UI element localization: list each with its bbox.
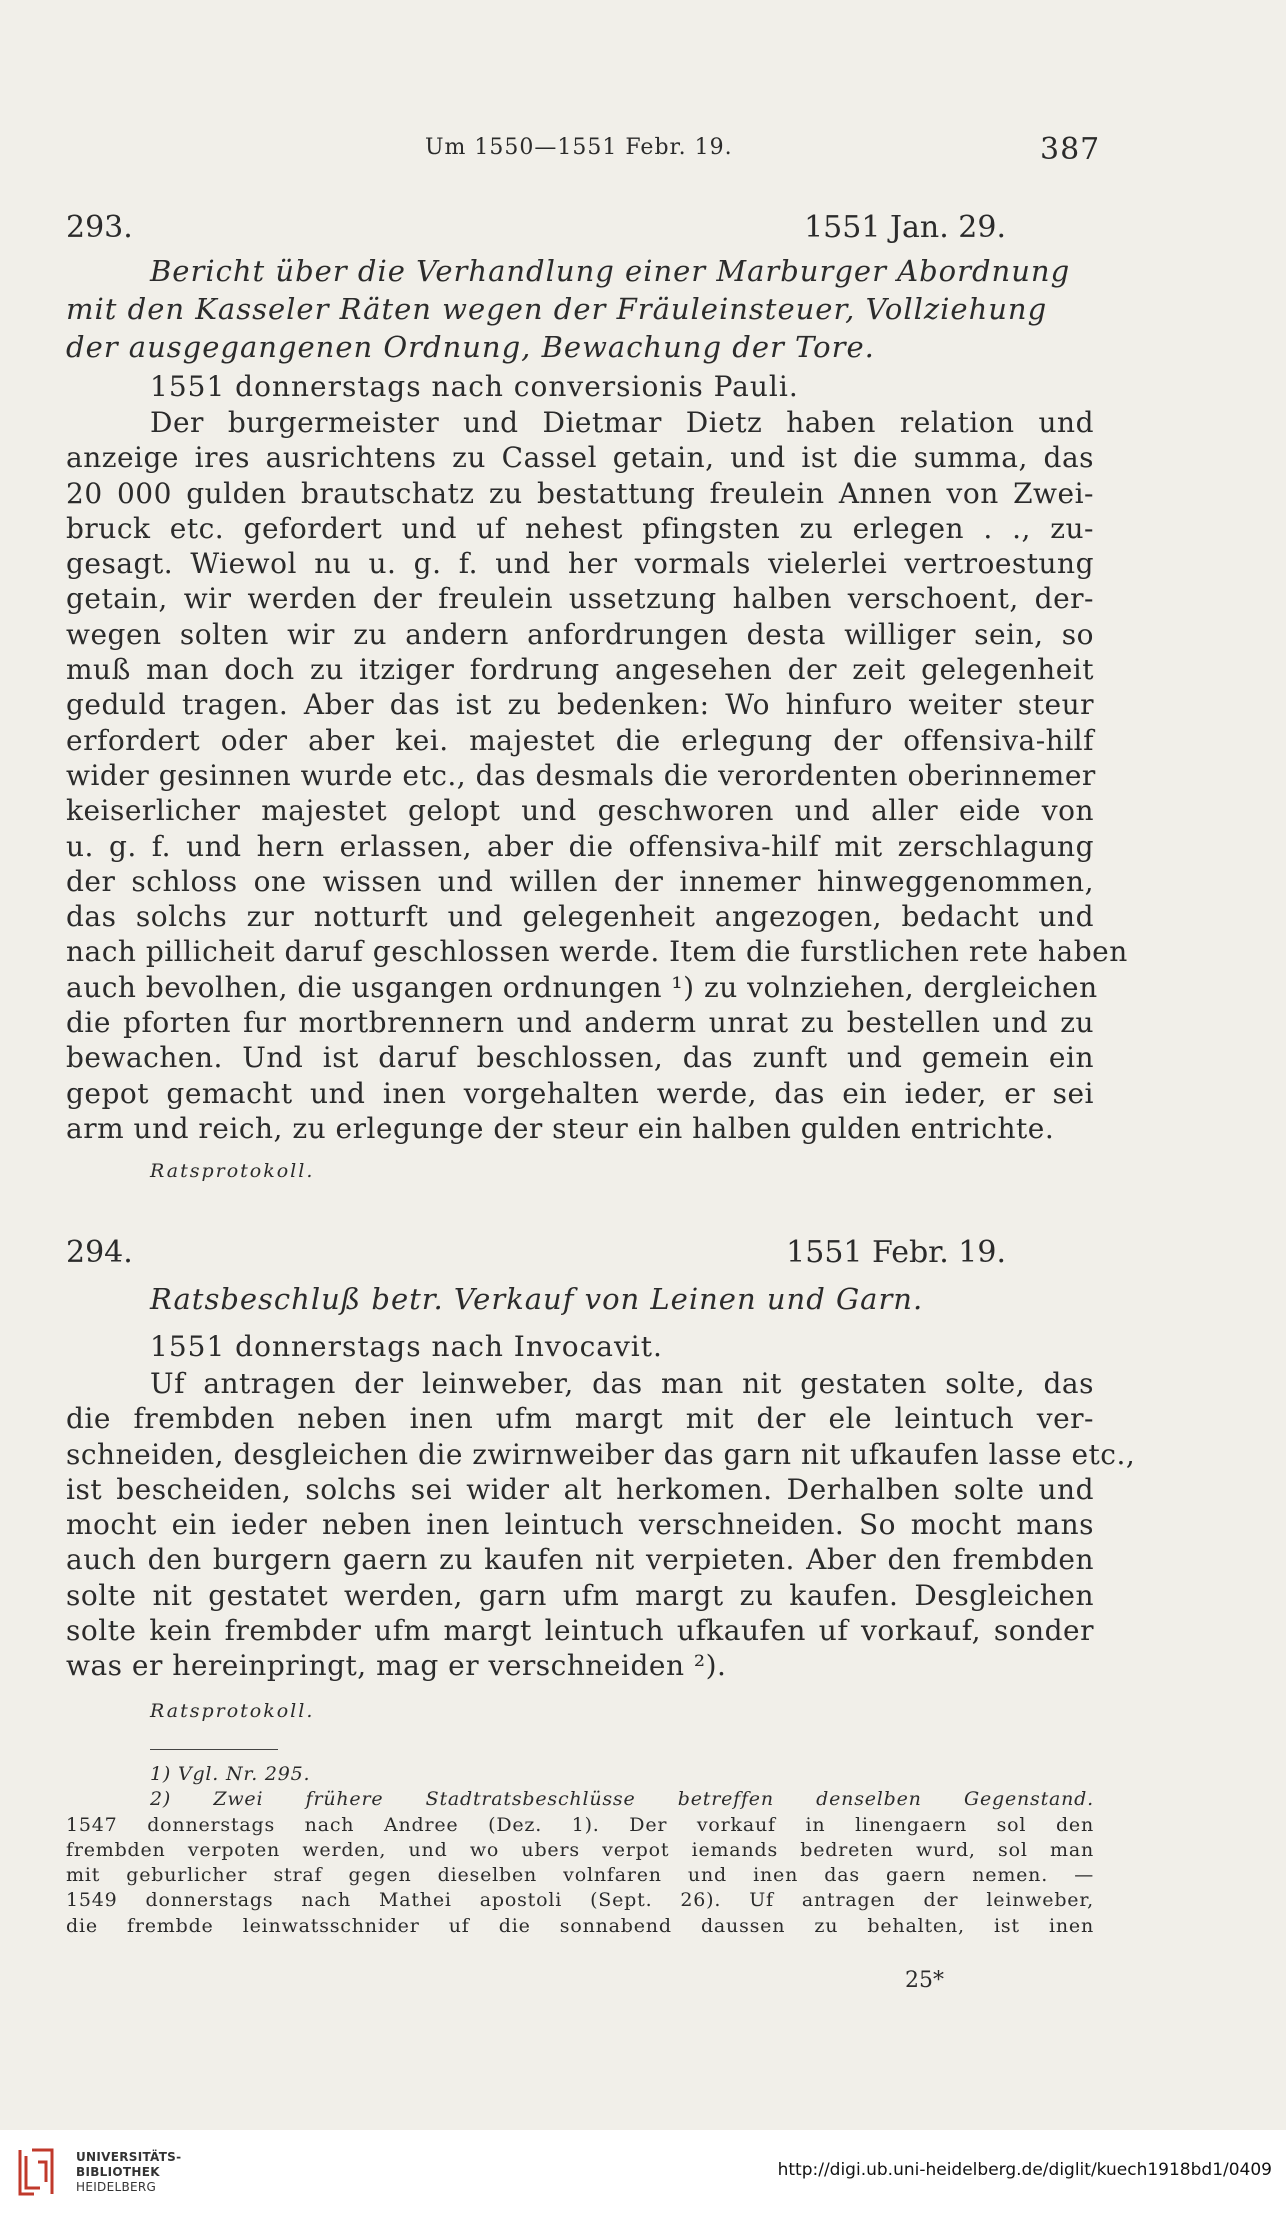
footnote-line: mit geburlicher straf gegen dieselben volnfaren und inen das gaern nemen. — [66,1864,1094,1887]
footnote-line: die frembde leinwatsschnider uf die sonnabend daussen zu behalten, ist inen [66,1914,1094,1937]
body-line: solte kein frembder ufm margt leintuch ufkaufen uf vorkauf, sonder [66,1614,1094,1648]
body-line: nach pillicheit daruf geschlossen werde. Item die furstlichen rete haben [66,935,1128,969]
heading-line: Bericht über die Verhandlung einer Marburger Abordnung [150,254,1071,288]
body-line: anzeige ires ausrichtens zu Cassel getain, und ist die summa, das [66,441,1094,475]
body-line: solte nit gestatet werden, garn ufm margt zu kaufen. Desgleichen [66,1578,1094,1612]
entry-dateline: 1551 donnerstags nach conversionis Pauli. [150,370,799,403]
body-line: muß man doch zu itziger fordrung angesehen der zeit gelegenheit [66,653,1094,687]
body-line: schneiden, desgleichen die zwirnweiber das garn nit ufkaufen lasse etc., [66,1437,1136,1471]
body-line: der schloss one wissen und willen der innemer hinweggenommen, [66,864,1094,898]
body-line: getain, wir werden der freulein ussetzung halben verschoent, der- [66,582,1094,616]
body-line: auch bevolhen, die usgangen ordnungen ¹) zu volnziehen, dergleichen [66,970,1098,1004]
body-line: 20 000 gulden brautschatz zu bestattung freulein Annen von Zwei- [66,476,1094,510]
entry-body [66,1366,1136,1684]
footnote-line: 2) Zwei frühere Stadtratsbeschlüsse betreffen denselben Gegenstand. [150,1788,1094,1811]
footnote-line: 1549 donnerstags nach Mathei apostoli (Sept. 26). Uf antragen der leinweber, [66,1889,1094,1912]
body-line: gepot gemacht und inen vorgehalten werde, das ein ieder, er sei [66,1076,1094,1110]
body-line: keiserlicher majestet gelopt und geschworen und aller eide von [66,794,1094,828]
body-line: erfordert oder aber kei. majestet die erlegung der offensiva-hilf [66,723,1094,757]
body-line: die frembden neben inen ufm margt mit der ele leintuch ver- [66,1402,1094,1436]
footnote-line: 1547 donnerstags nach Andree (Dez. 1). Der vorkauf in linengaern sol den [66,1813,1094,1836]
entry-date: 1551 Jan. 29. [804,210,1006,245]
library-name-line: UNIVERSITÄTS- [76,2150,182,2164]
body-line: Uf antragen der leinweber, das man nit gestaten solte, das [150,1367,1094,1400]
page-number: 387 [1040,132,1101,167]
body-line: arm und reich, zu erlegunge der steur ein halben gulden entrichte. [66,1111,1055,1145]
library-name-line: HEIDELBERG [76,2180,157,2194]
footnote-line: frembden verpoten werden, und wo ubers verpot iemands bedreten wurd, sol man [66,1838,1094,1861]
body-line: das solchs zur notturft und gelegenheit angezogen, bedacht und [66,900,1094,934]
body-line: die pforten fur mortbrennern und anderm unrat zu bestellen und zu [66,1006,1094,1040]
printer-signature: 25* [905,1968,944,1993]
body-line: auch den burgern gaern zu kaufen nit verpieten. Aber den frembden [66,1543,1094,1577]
entry-number: 294. [66,1235,133,1270]
footnotes [66,1762,1094,1939]
footnote-rule [150,1749,278,1750]
entry-body [66,405,1128,1146]
heading-line: mit den Kasseler Räten wegen der Fräuleinsteuer, Vollziehung [66,292,1048,326]
body-line: was er hereinpringt, mag er verschneiden ²). [66,1649,727,1683]
footnote-line: 1) Vgl. Nr. 295. [150,1763,311,1785]
heading-line: Ratsbeschluß betr. Verkauf von Leinen und Garn. [150,1282,924,1316]
body-line: wider gesinnen wurde etc., das desmals die verordenten oberinnemer [66,758,1096,792]
permalink-url[interactable]: http://digi.ub.uni-heidelberg.de/diglit/kuech1918bd1/0409 [777,2160,1272,2180]
entry-source: Ratsprotokoll. [150,1160,315,1182]
entry-source: Ratsprotokoll. [150,1700,315,1722]
entry-number: 293. [66,210,133,245]
library-name [76,2150,181,2195]
body-line: Der burgermeister und Dietmar Dietz haben relation und [150,406,1094,439]
entry-date: 1551 Febr. 19. [786,1235,1006,1270]
heading-line: der ausgegangenen Ordnung, Bewachung der Tore. [66,330,875,364]
library-name-line: BIBLIOTHEK [76,2165,160,2179]
running-head-title: Um 1550—1551 Febr. 19. [425,135,733,160]
body-line: u. g. f. und hern erlassen, aber die offensiva-hilf mit zerschlagung [66,829,1094,863]
body-line: ist bescheiden, solchs sei wider alt herkomen. Derhalben solte und [66,1472,1094,1506]
entry-heading [66,1280,1096,1318]
body-line: gesagt. Wiewol nu u. g. f. und her vormals vielerlei vertroestung [66,547,1094,581]
body-line: wegen solten wir zu andern anfordrungen desta williger sein, so [66,617,1094,651]
body-line: geduld tragen. Aber das ist zu bedenken: Wo hinfuro weiter steur [66,688,1094,722]
entry-heading [66,252,1096,366]
body-line: mocht ein ieder neben inen leintuch verschneiden. So mocht mans [66,1508,1094,1542]
body-line: bewachen. Und ist daruf beschlossen, das zunft und gemein ein [66,1041,1094,1075]
body-line: bruck etc. gefordert und uf nehest pfingsten zu erlegen . ., zu- [66,511,1094,545]
entry-dateline: 1551 donnerstags nach Invocavit. [150,1330,663,1363]
university-library-logo-icon [14,2144,58,2200]
